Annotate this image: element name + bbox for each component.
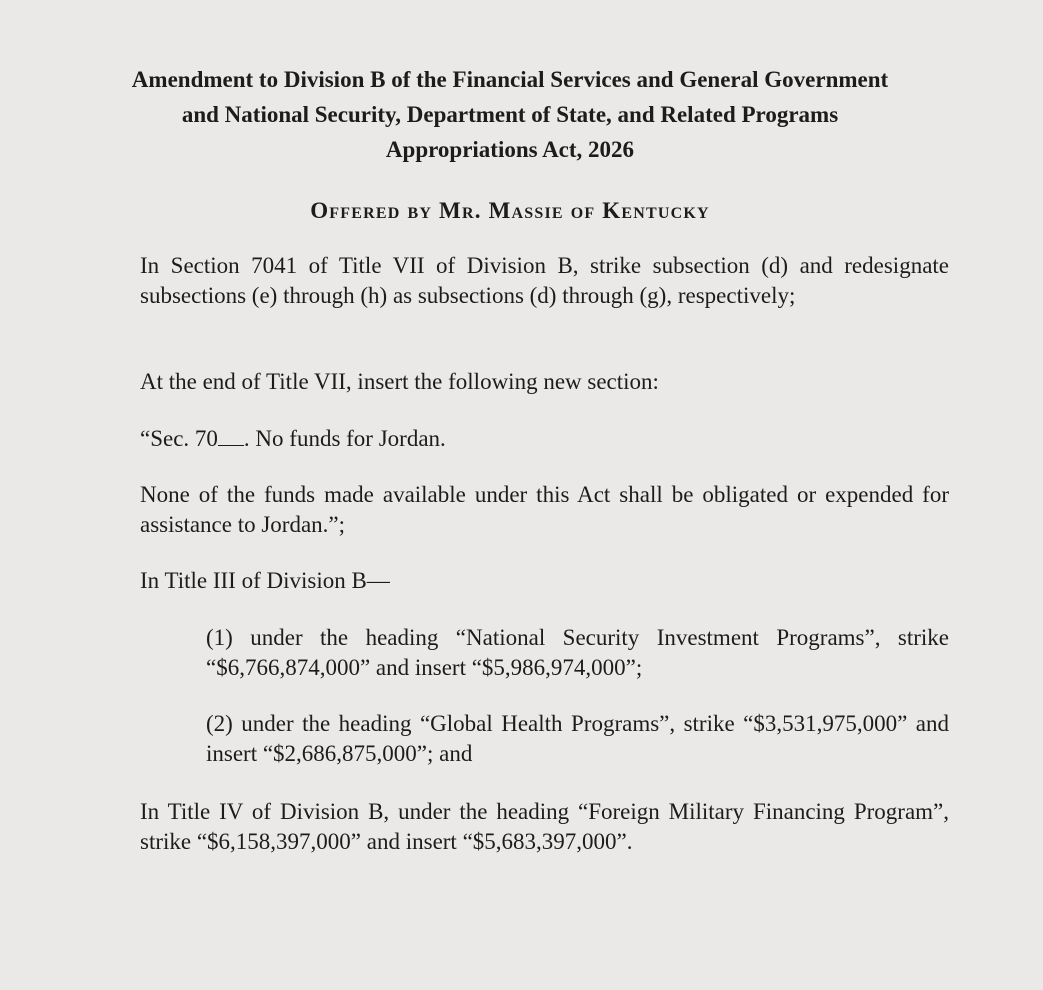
paragraph-item-1: (1) under the heading “National Security Investment Programs”, strike “$6,766,874,000” and insert “$5,986,974,000”; [206, 625, 949, 680]
offered-by-line: Offered by Mr. Massie of Kentucky [310, 198, 710, 223]
title-line-2: and National Security, Department of State, and Related Programs [181, 102, 839, 127]
paragraph-title-iii: In Title III of Division B— [140, 568, 390, 593]
paragraph-item-2: (2) under the heading “Global Health Programs”, strike “$3,531,975,000” and insert “$2,686,875,000”; and [206, 711, 949, 766]
title-line-3: Appropriations Act, 2026 [385, 137, 635, 162]
title-line-1: Amendment to Division B of the Financial Services and General Government [131, 67, 889, 92]
amendment-title [40, 62, 980, 167]
paragraph-section-heading [140, 424, 949, 454]
paragraph-no-funds: None of the funds made available under this Act shall be obligated or expended for assistance to Jordan.”; [140, 482, 949, 537]
section-number-blank [218, 427, 244, 446]
section-heading-suffix: . No funds for Jordan. [243, 426, 446, 451]
section-heading-prefix: “Sec. 70 [140, 426, 218, 451]
paragraph-title-iv: In Title IV of Division B, under the heading “Foreign Military Financing Program”, strike “$6,158,397,000” and insert “$5,683,397,000”. [140, 799, 949, 854]
paragraph-strike-subsection: In Section 7041 of Title VII of Division B, strike subsection (d) and redesignate subsections (e) through (h) as subsections (d) through (g), respectively; [140, 253, 949, 308]
paragraph-insert-section: At the end of Title VII, insert the following new section: [140, 369, 659, 394]
